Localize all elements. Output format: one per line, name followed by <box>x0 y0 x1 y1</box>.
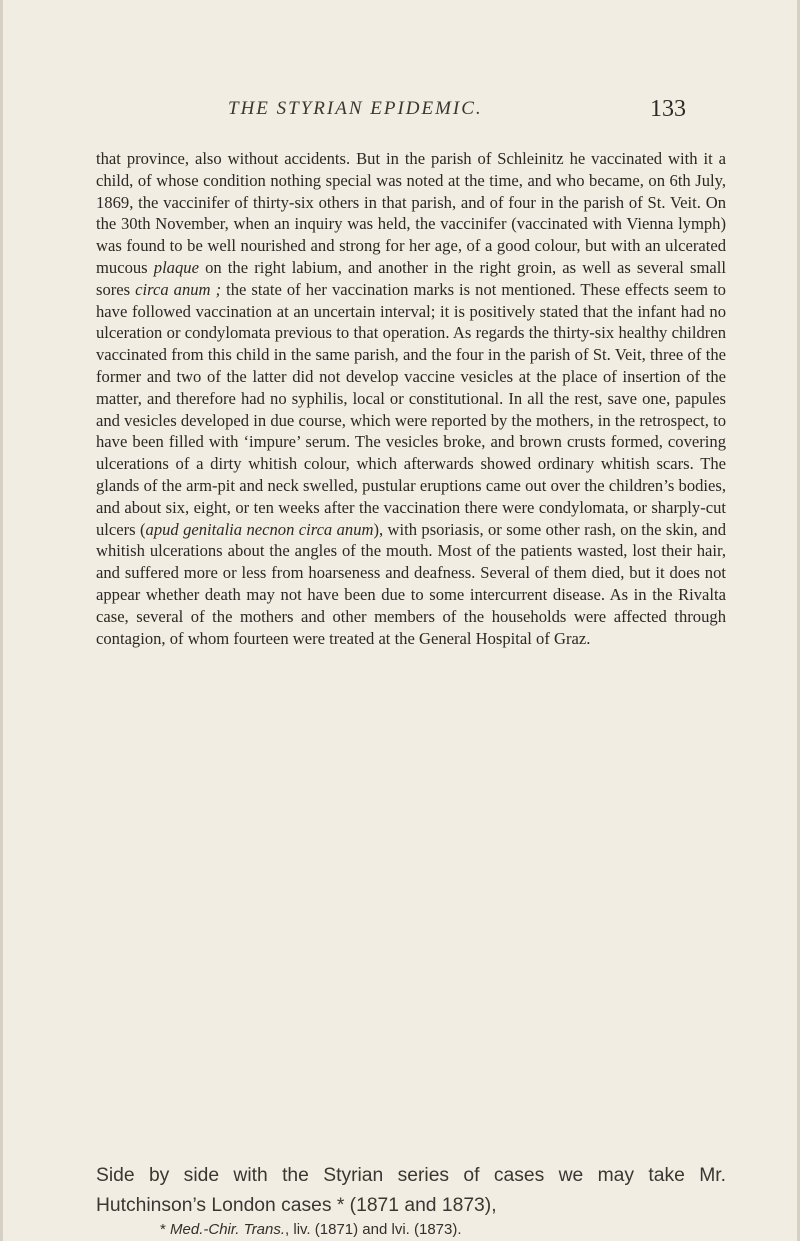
text-run: that province, also without accidents. But in the parish of Schleinitz he vaccinated with it a child, of whose condition nothing special was noted at the time, and who became, on 6th July, 1869, the vaccinifer of thirty-six others in that parish, and of four in the parish of St. Veit. On the 30th November, when an inquiry was held, the vaccinifer (vaccinated with Vienna lymph) was found to be well nourished and strong for her age, of a good colour, but with an ulcerated mucous <box>96 149 726 277</box>
text-run: on the right labium, and another in the right groin, as well as several small sores <box>96 257 726 299</box>
body-paragraph <box>96 148 726 649</box>
page-left-edge <box>0 0 3 1241</box>
footnote-source: Med.-Chir. Trans. <box>170 1221 286 1238</box>
text-run: the state of her vaccination marks is not mentioned. These effects seem to have followed vaccination at an uncertain interval; it is positively stated that the infant had no ulceration or condylomata previous to that operation. As regards the thirty-six healthy children vaccinated from this child in the same parish, and the four in the parish of St. Veit, three of the former and two of the latter did not develop vaccine vesicles at the place of insertion of the matter, and therefore had no syphilis, local or constitutional. In all the rest, save one, papules and vesicles developed in due course, which were reported by the mothers, in the retrospect, to have been filled with ‘impure’ serum. The vesicles broke, and brown crusts formed, covering ulcerations of a dirty whitish colour, which afterwards showed ordinary whitish scars. The glands of the arm-pit and neck swelled, pustular eruptions came out over the children’s bodies, and about six, eight, or ten weeks after the vaccination there were condylomata, or sharply-cut ulcers ( <box>96 279 726 539</box>
text-run: ), with psoriasis, or some other rash, on the skin, and whitish ulcerations about the angles of the mouth. Most of the patients wasted, lost their hair, and suffered more or less from hoarseness and deafness. Several of them died, but it does not appear whether death may not have been due to some intercurrent disease. As in the Rivalta case, several of the mothers and other members of the households were affected through contagion, of whom fourteen were treated at the General Hospital of Graz. <box>96 519 727 648</box>
footnote-text: , liv. (1871) and lvi. (1873). <box>285 1221 462 1238</box>
footnote <box>160 1221 720 1239</box>
continuation-paragraph: Side by side with the Styrian series of cases we may take Mr. Hutchinson’s London cases * (1871 and 1873), <box>96 1165 726 1216</box>
page-number: 133 <box>650 96 686 122</box>
footnote-marker: * <box>160 1221 171 1238</box>
italic-text: plaque <box>153 257 199 277</box>
running-title: THE STYRIAN EPIDEMIC. <box>228 98 483 119</box>
italic-text: apud genitalia necnon circa anum <box>145 519 374 539</box>
italic-text: circa anum ; <box>135 279 222 299</box>
page-header <box>0 96 800 124</box>
